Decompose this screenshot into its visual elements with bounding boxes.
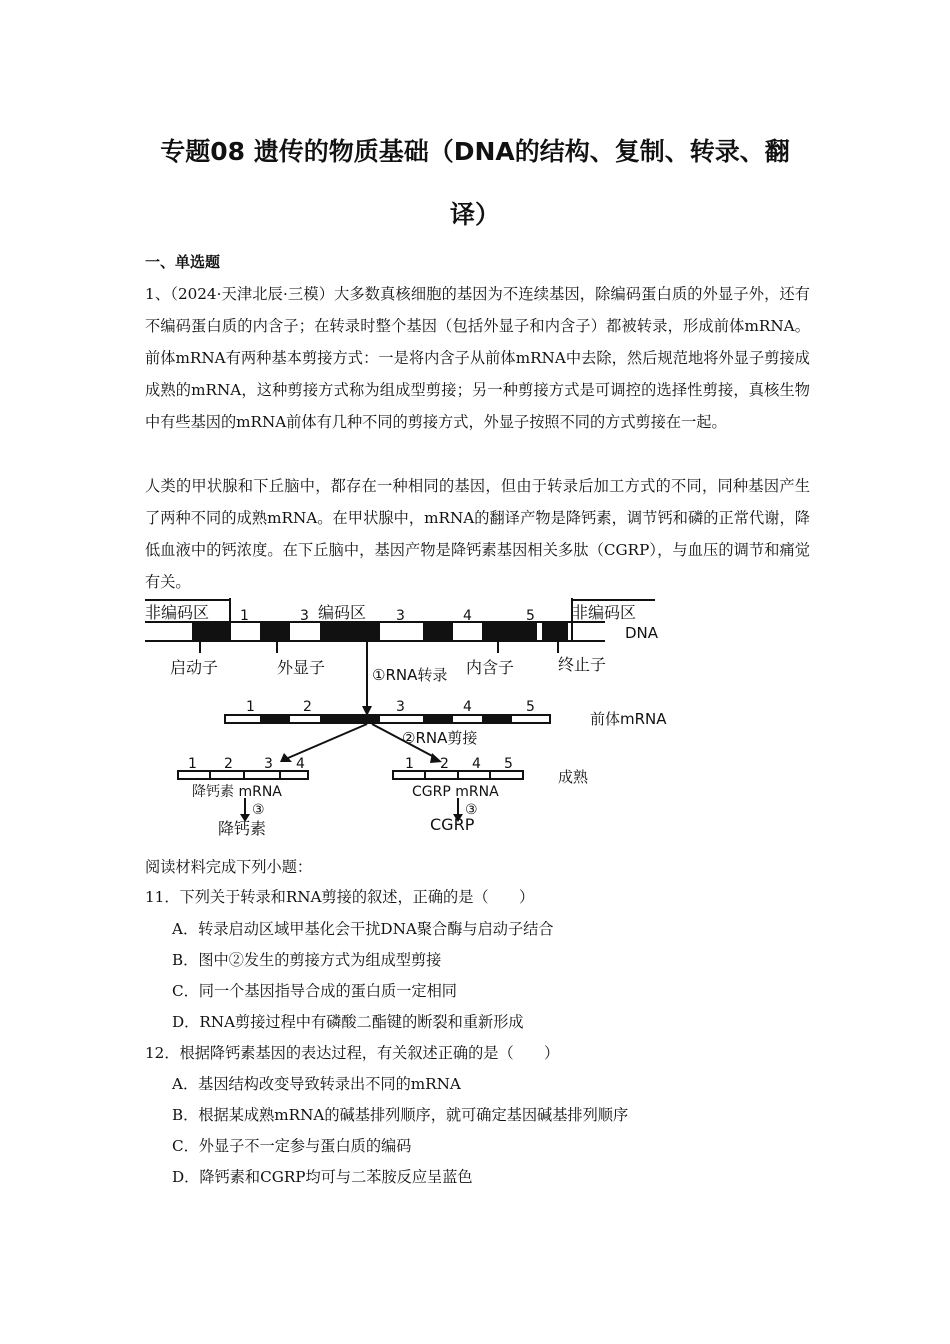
mature-right-number-2: 2 (440, 756, 449, 772)
question-11-option-b: B．图中②发生的剪接方式为组成型剪接 (172, 951, 442, 969)
label-cgrp: CGRP (430, 815, 475, 834)
question-12-option-d: D．降钙素和CGRP均可与二苯胺反应呈蓝色 (172, 1168, 473, 1186)
document-title-line1: 专题08 遗传的物质基础（DNA的结构、复制、转录、翻 (160, 137, 790, 166)
mature-right-number-5: 5 (504, 756, 513, 772)
label-noncoding-right: 非编码区 (572, 603, 637, 622)
label-calcitonin: 降钙素 (218, 819, 267, 838)
dna-exon-number-3a: 3 (300, 608, 309, 624)
label-calcitonin-mrna: 降钙素 mRNA (192, 784, 282, 800)
mature-left-number-1: 1 (188, 756, 197, 772)
dna-exon-number-4: 4 (463, 608, 472, 624)
question-12-option-b: B．根据某成熟mRNA的碱基排列顺序，就可确定基因碱基排列顺序 (172, 1106, 629, 1124)
label-intron: 内含子 (466, 658, 515, 677)
label-mature: 成熟 (558, 768, 589, 786)
label-promoter: 启动子 (170, 658, 219, 677)
question-12-option-a: A．基因结构改变导致转录出不同的mRNA (172, 1075, 461, 1093)
question-11-option-a: A．转录启动区域甲基化会干扰DNA聚合酶与启动子结合 (172, 920, 554, 938)
label-dna: DNA (625, 624, 659, 642)
label-exon: 外显子 (277, 658, 326, 677)
pre-exon-number-2: 2 (303, 699, 312, 715)
label-pre-mrna: 前体mRNA (590, 710, 667, 728)
label-cgrp-mrna: CGRP mRNA (412, 784, 499, 800)
section-heading: 一、单选题 (145, 253, 221, 271)
pre-exon-number-4: 4 (463, 699, 472, 715)
mature-right-number-1: 1 (405, 756, 414, 772)
passage-paragraph-2: 人类的甲状腺和下丘脑中，都存在一种相同的基因，但由于转录后加工方式的不同，同种基因产生了两种不同的成熟mRNA。在甲状腺中，mRNA的翻译产物是降钙素，调节钙和磷的正常代谢，降低血液中的钙浓度。在下丘脑中，基因产物是降钙素基因相关多肽（CGRP），与血压的调节和痛觉有关。 (145, 477, 810, 591)
dna-exon-number-3: 3 (396, 608, 405, 624)
mature-right-number-4: 4 (472, 756, 481, 772)
dna-exon-number-5: 5 (526, 608, 535, 624)
label-step-translation-right: ③ (465, 802, 478, 818)
gene-splicing-diagram (140, 598, 700, 843)
mature-left-number-3: 3 (264, 756, 273, 772)
mature-left-number-2: 2 (224, 756, 233, 772)
question-11-option-c: C．同一个基因指导合成的蛋白质一定相同 (172, 982, 457, 1000)
label-step-transcription: ①RNA转录 (372, 666, 448, 684)
label-noncoding-left: 非编码区 (145, 603, 210, 622)
passage-paragraph-1: 1、（2024·天津北辰·三模）大多数真核细胞的基因为不连续基因，除编码蛋白质的外显子外，还有不编码蛋白质的内含子；在转录时整个基因（包括外显子和内含子）都被转录，形成前体mRNA。前体mRNA有两种基本剪接方式：一是将内含子从前体mRNA中去除，然后规范地将外显子剪接成成熟的mRNA，这种剪接方式称为组成型剪接；另一种剪接方式是可调控的选择性剪接，真核生物中有些基因的mRNA前体有几种不同的剪接方式，外显子按照不同的方式剪接在一起。 (145, 285, 810, 431)
pre-exon-number-5: 5 (526, 699, 535, 715)
reading-prompt: 阅读材料完成下列小题： (145, 858, 313, 876)
question-12-option-c: C．外显子不一定参与蛋白质的编码 (172, 1137, 412, 1155)
label-step-splicing: ②RNA剪接 (402, 729, 478, 747)
label-step-translation-left: ③ (252, 802, 265, 818)
question-11-stem: 11．下列关于转录和RNA剪接的叙述，正确的是（ ） (145, 888, 535, 906)
label-terminator: 终止子 (558, 655, 607, 674)
pre-exon-number-3: 3 (396, 699, 405, 715)
label-coding-region: 编码区 (318, 603, 367, 622)
question-11-option-d: D．RNA剪接过程中有磷酸二酯键的断裂和重新形成 (172, 1013, 524, 1031)
question-12-stem: 12．根据降钙素基因的表达过程，有关叙述正确的是（ ） (145, 1044, 560, 1062)
dna-exon-number-1: 1 (240, 608, 249, 624)
mature-left-number-4: 4 (296, 756, 305, 772)
document-title-line2: 译） (449, 200, 500, 229)
pre-exon-number-1: 1 (246, 699, 255, 715)
